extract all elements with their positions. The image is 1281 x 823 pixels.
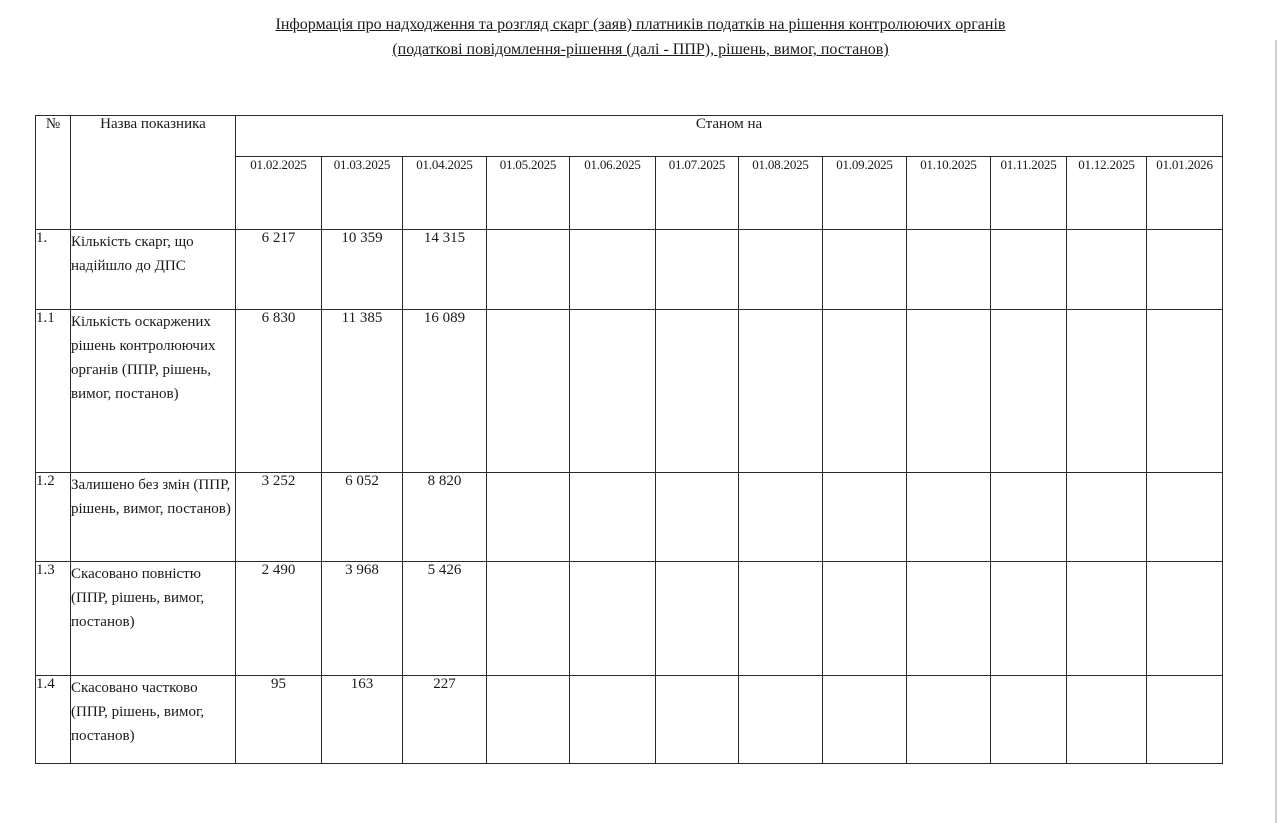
header-date: 01.06.2025 [570,157,656,230]
value-cell [991,562,1067,676]
value-cell [570,230,656,310]
value-cell [739,676,823,764]
table-row [36,230,1223,310]
header-date: 01.04.2025 [403,157,487,230]
value-cell [991,473,1067,562]
header-group: Станом на [236,116,1223,157]
value-cell [739,310,823,473]
value-cell [487,310,570,473]
value-cell [823,473,907,562]
value-cell [570,562,656,676]
value-cell [823,562,907,676]
header-name: Назва показника [71,116,236,230]
value-cell [487,562,570,676]
value-cell: 227 [403,676,487,764]
value-cell [739,473,823,562]
header-date: 01.05.2025 [487,157,570,230]
header-date: 01.10.2025 [907,157,991,230]
header-date: 01.09.2025 [823,157,907,230]
value-cell [907,562,991,676]
value-cell [570,310,656,473]
row-number: 1.1 [36,310,71,473]
value-cell [991,230,1067,310]
value-cell: 95 [236,676,322,764]
value-cell [487,230,570,310]
header-date: 01.03.2025 [322,157,403,230]
value-cell [1147,676,1223,764]
value-cell [739,562,823,676]
table-row [36,562,1223,676]
row-number: 1.2 [36,473,71,562]
header-num: № [36,116,71,230]
value-cell: 11 385 [322,310,403,473]
value-cell [991,310,1067,473]
table-row [36,473,1223,562]
value-cell: 8 820 [403,473,487,562]
table-row [36,676,1223,764]
value-cell [1067,473,1147,562]
value-cell [907,676,991,764]
value-cell [1147,473,1223,562]
header-date: 01.11.2025 [991,157,1067,230]
value-cell: 163 [322,676,403,764]
value-cell: 5 426 [403,562,487,676]
value-cell [1067,310,1147,473]
value-cell [656,562,739,676]
value-cell: 3 252 [236,473,322,562]
header-date: 01.12.2025 [1067,157,1147,230]
value-cell [1147,230,1223,310]
row-number: 1. [36,230,71,310]
header-date: 01.08.2025 [739,157,823,230]
value-cell [487,473,570,562]
value-cell [907,310,991,473]
row-indicator-name: Скасовано частково (ППР, рішень, вимог, постанов) [71,676,236,764]
value-cell [656,310,739,473]
value-cell [1147,310,1223,473]
value-cell [739,230,823,310]
scan-edge-line [1275,40,1277,823]
value-cell: 2 490 [236,562,322,676]
value-cell [570,473,656,562]
value-cell [823,230,907,310]
value-cell: 14 315 [403,230,487,310]
value-cell [487,676,570,764]
row-indicator-name: Кількість скарг, що надійшло до ДПС [71,230,236,310]
value-cell: 6 052 [322,473,403,562]
value-cell: 16 089 [403,310,487,473]
value-cell [907,230,991,310]
value-cell [823,676,907,764]
header-date: 01.02.2025 [236,157,322,230]
value-cell: 10 359 [322,230,403,310]
title-line-2: (податкові повідомлення-рішення (далі - ППР), рішень, вимог, постанов) [392,41,889,58]
value-cell: 6 217 [236,230,322,310]
value-cell [991,676,1067,764]
value-cell [1067,230,1147,310]
value-cell [907,473,991,562]
value-cell: 3 968 [322,562,403,676]
header-date: 01.01.2026 [1147,157,1223,230]
row-indicator-name: Залишено без змін (ППР, рішень, вимог, постанов) [71,473,236,562]
row-indicator-name: Кількість оскаржених рішень контролюючих органів (ППР, рішень, вимог, постанов) [71,310,236,473]
header-row [36,116,1223,157]
value-cell [1067,562,1147,676]
row-number: 1.3 [36,562,71,676]
value-cell [656,676,739,764]
row-indicator-name: Скасовано повністю (ППР, рішень, вимог, постанов) [71,562,236,676]
title-line-1: Інформація про надходження та розгляд скарг (заяв) платників податків на рішення контролюючих органів [275,16,1006,33]
value-cell [1147,562,1223,676]
table-row [36,310,1223,473]
document-title [0,12,1281,62]
value-cell [656,473,739,562]
value-cell [656,230,739,310]
row-number: 1.4 [36,676,71,764]
header-date: 01.07.2025 [656,157,739,230]
report-table [35,115,1223,764]
value-cell [823,310,907,473]
value-cell [1067,676,1147,764]
value-cell: 6 830 [236,310,322,473]
value-cell [570,676,656,764]
